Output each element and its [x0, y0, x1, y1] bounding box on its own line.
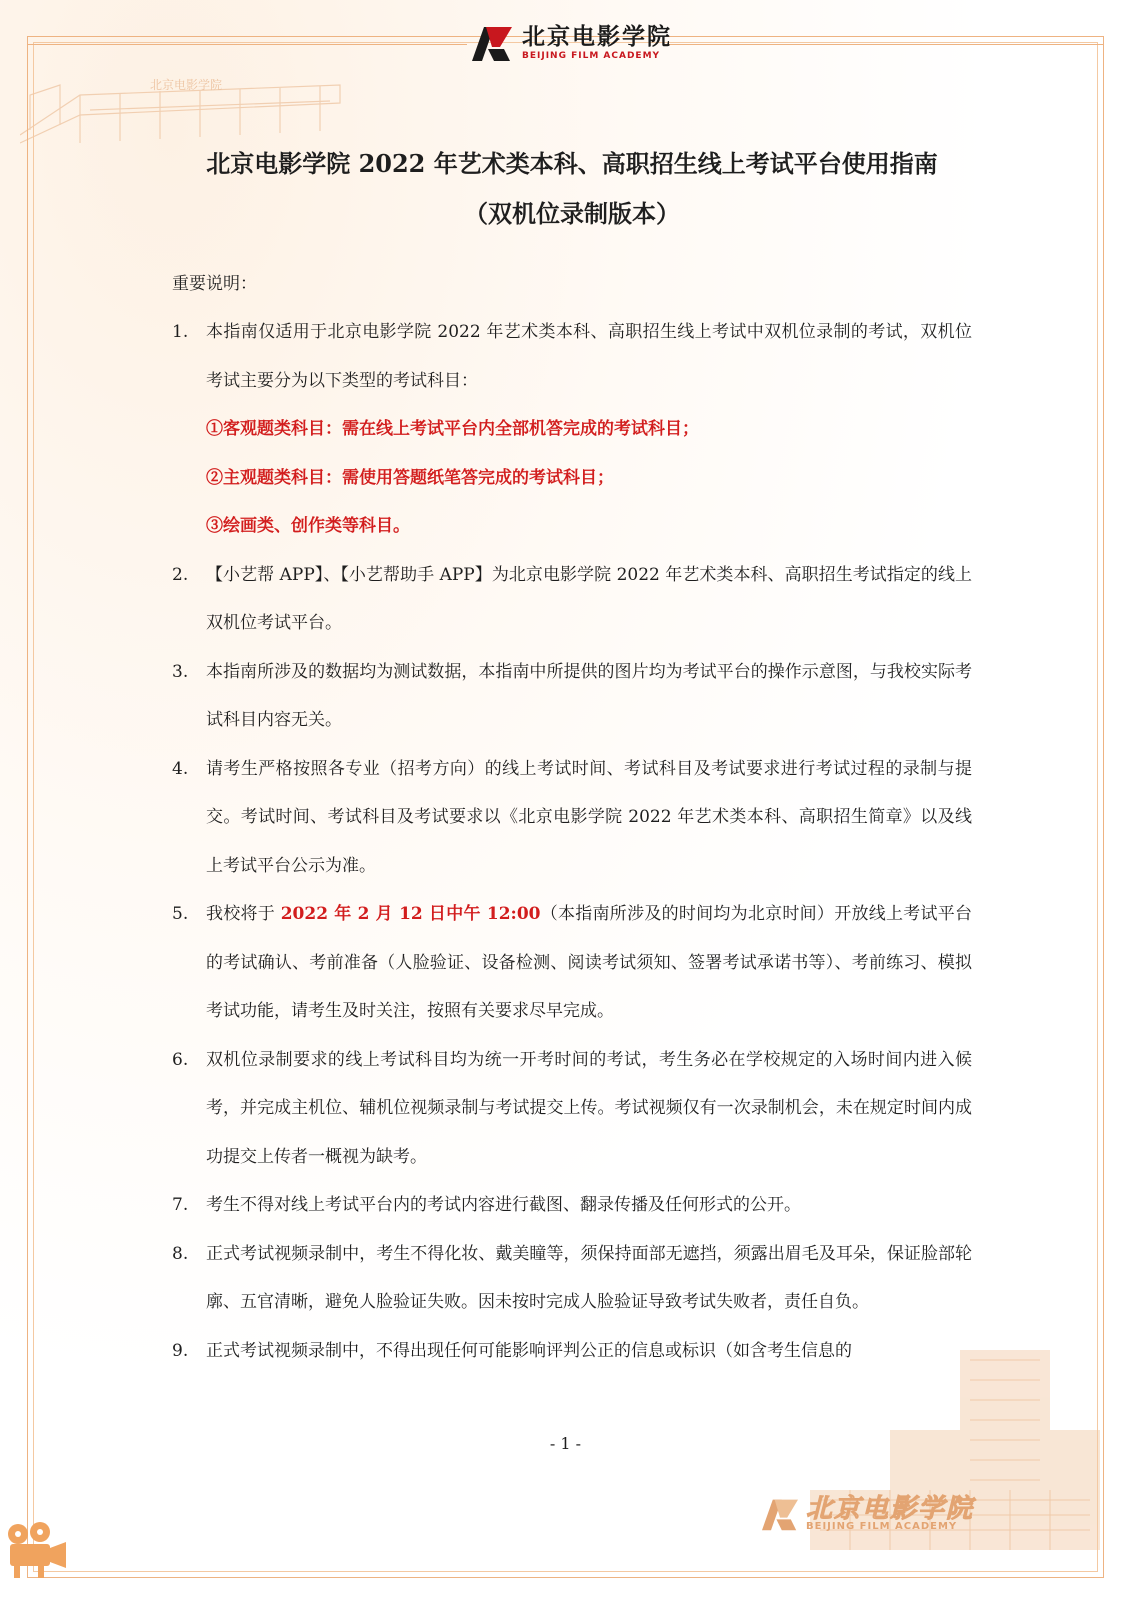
academy-logo-watermark-icon	[760, 1496, 800, 1532]
academy-logo-icon	[470, 23, 514, 63]
list-item: 5. 我校将于 2022 年 2 月 12 日中午 12:00（本指南所涉及的时间均为北京时间）开放线上考试平台的考试确认、考前准备（人脸验证、设备检测、阅读考试须知、签署考试承诺书等）、考前练习、模拟考试功能，请考生及时关注，按照有关要求尽早完成。	[172, 904, 973, 1021]
header-rule-right	[665, 44, 1104, 45]
page-number: - 1 -	[549, 1434, 582, 1453]
footer-logo	[760, 1496, 974, 1532]
svg-text:北京电影学院: 北京电影学院	[150, 78, 223, 92]
document-title: 北京电影学院 2022 年艺术类本科、高职招生线上考试平台使用指南	[206, 149, 938, 178]
list-item: 7. 考生不得对线上考试平台内的考试内容进行截图、翻录传播及任何形式的公开。	[172, 1195, 801, 1215]
logo-english-name: BEIJING FILM ACADEMY	[522, 50, 661, 61]
footer-logo-chinese: 北京电影学院	[806, 1494, 975, 1524]
notes-list	[172, 308, 972, 1375]
list-item: 6. 双机位录制要求的线上考试科目均为统一开考时间的考试，考生务必在学校规定的入场时间内进入候考，并完成主机位、辅机位视频录制与考试提交上传。考试视频仅有一次录制机会，未在规定时间内成功提交上传者一概视为缺考。	[172, 1049, 972, 1167]
footer-logo-english: BEIJING FILM ACADEMY	[806, 1521, 958, 1532]
header-rule-left	[27, 44, 467, 45]
subitem-subjective: ②主观题类科目：需使用答题纸笔答完成的考试科目；	[206, 467, 614, 488]
subitem-drawing: ③绘画类、创作类等科目。	[206, 516, 410, 536]
list-item: 1. 本指南仅适用于北京电影学院 2022 年艺术类本科、高职招生线上考试中双机位录制的考试，双机位考试主要分为以下类型的考试科目： ①客观题类科目：需在线上考试平台内全部机答完成的考试科目； ②主观题类科目：需使用答题纸笔答完成的考试科目； ③绘画类、创作类等科目。	[172, 308, 972, 551]
list-item: 9. 正式考试视频录制中，不得出现任何可能影响评判公正的信息或标识（如含考生信息的	[172, 1340, 852, 1361]
document-body	[172, 140, 972, 1375]
subitem-objective: ①客观题类科目：需在线上考试平台内全部机答完成的考试科目；	[206, 419, 699, 439]
list-item: 3. 本指南所涉及的数据均为测试数据，本指南中所提供的图片均为考试平台的操作示意图，与我校实际考试科目内容无关。	[172, 661, 972, 730]
list-item: 2. 【小艺帮 APP】、【小艺帮助手 APP】为北京电影学院 2022 年艺术类本科、高职招生考试指定的线上双机位考试平台。	[172, 564, 972, 633]
header-logo	[470, 20, 672, 66]
important-notes-heading: 重要说明：	[172, 274, 257, 294]
open-date-highlight: 2022 年 2 月 12 日中午 12:00	[280, 904, 541, 924]
document-subtitle: （双机位录制版本）	[464, 199, 680, 228]
list-item: 4. 请考生严格按照各专业（招考方向）的线上考试时间、考试科目及考试要求进行考试过程的录制与提交。考试时间、考试科目及考试要求以《北京电影学院 2022 年艺术类本科、高职招生简章》以及线上考试平台公示为准。	[172, 758, 972, 876]
list-item: 8. 正式考试视频录制中，考生不得化妆、戴美瞳等，须保持面部无遮挡，须露出眉毛及耳朵，保证脸部轮廓、五官清晰，避免人脸验证失败。因未按时完成人脸验证导致考试失败者，责任自负。	[172, 1243, 972, 1312]
logo-chinese-name: 北京电影学院	[522, 23, 672, 50]
film-camera-icon	[2, 1520, 72, 1580]
